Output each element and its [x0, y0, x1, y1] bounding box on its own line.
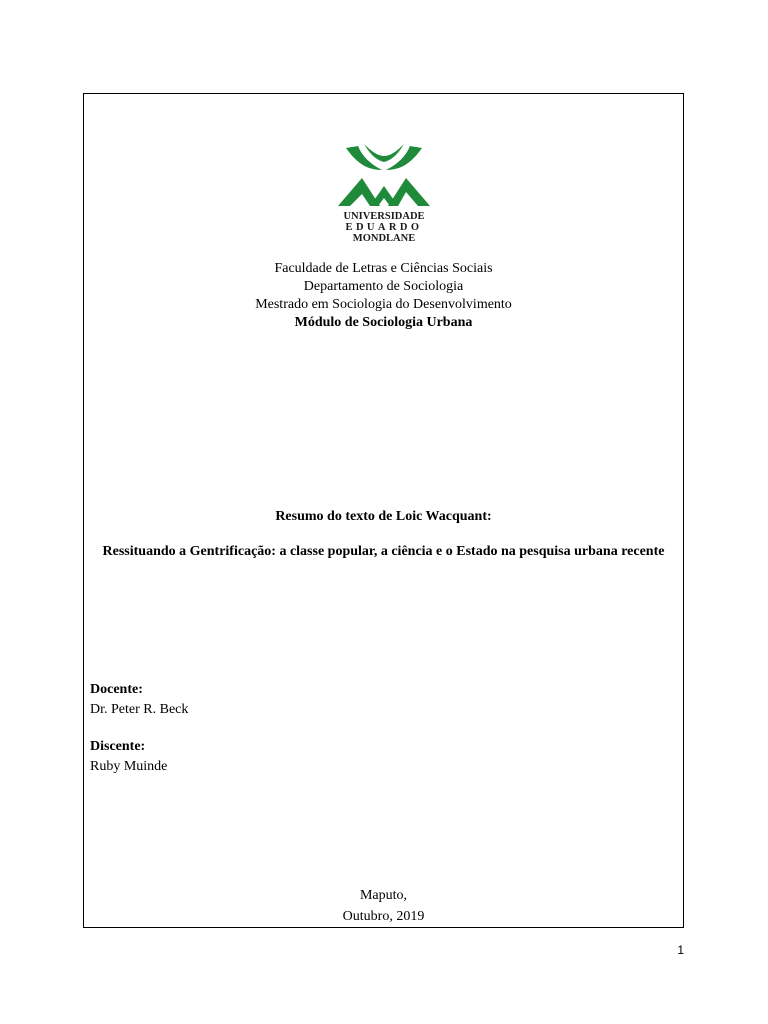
- docente-name: Dr. Peter R. Beck: [90, 702, 189, 717]
- logo-line-3: MONDLANE: [352, 233, 416, 244]
- faculty-name: Faculdade de Letras e Ciências Sociais: [274, 261, 493, 276]
- module-name: Módulo de Sociologia Urbana: [294, 315, 473, 330]
- date: Outubro, 2019: [342, 909, 425, 924]
- program-name: Mestrado em Sociologia do Desenvolvimento: [255, 297, 512, 312]
- page-number: 1: [677, 943, 684, 957]
- discente-section: [90, 737, 167, 777]
- discente-label: Discente:: [90, 739, 146, 754]
- logo-line-1: UNIVERSIDADE: [343, 211, 425, 222]
- university-emblem-icon: [330, 140, 438, 244]
- logo-line-2: EDUARDO: [345, 222, 423, 233]
- university-logo: [330, 140, 438, 244]
- place: Maputo,: [359, 888, 408, 903]
- summary-heading: Resumo do texto de Loic Wacquant:: [275, 509, 492, 524]
- affiliation-block: [83, 260, 684, 332]
- work-title: Ressituando a Gentrificação: a classe popular, a ciência e o Estado na pesquisa urbana recente: [102, 544, 665, 559]
- discente-name: Ruby Muinde: [90, 759, 168, 774]
- department-name: Departamento de Sociologia: [303, 279, 464, 294]
- docente-section: [90, 680, 188, 720]
- place-date-block: [83, 885, 684, 927]
- docente-label: Docente:: [90, 682, 143, 697]
